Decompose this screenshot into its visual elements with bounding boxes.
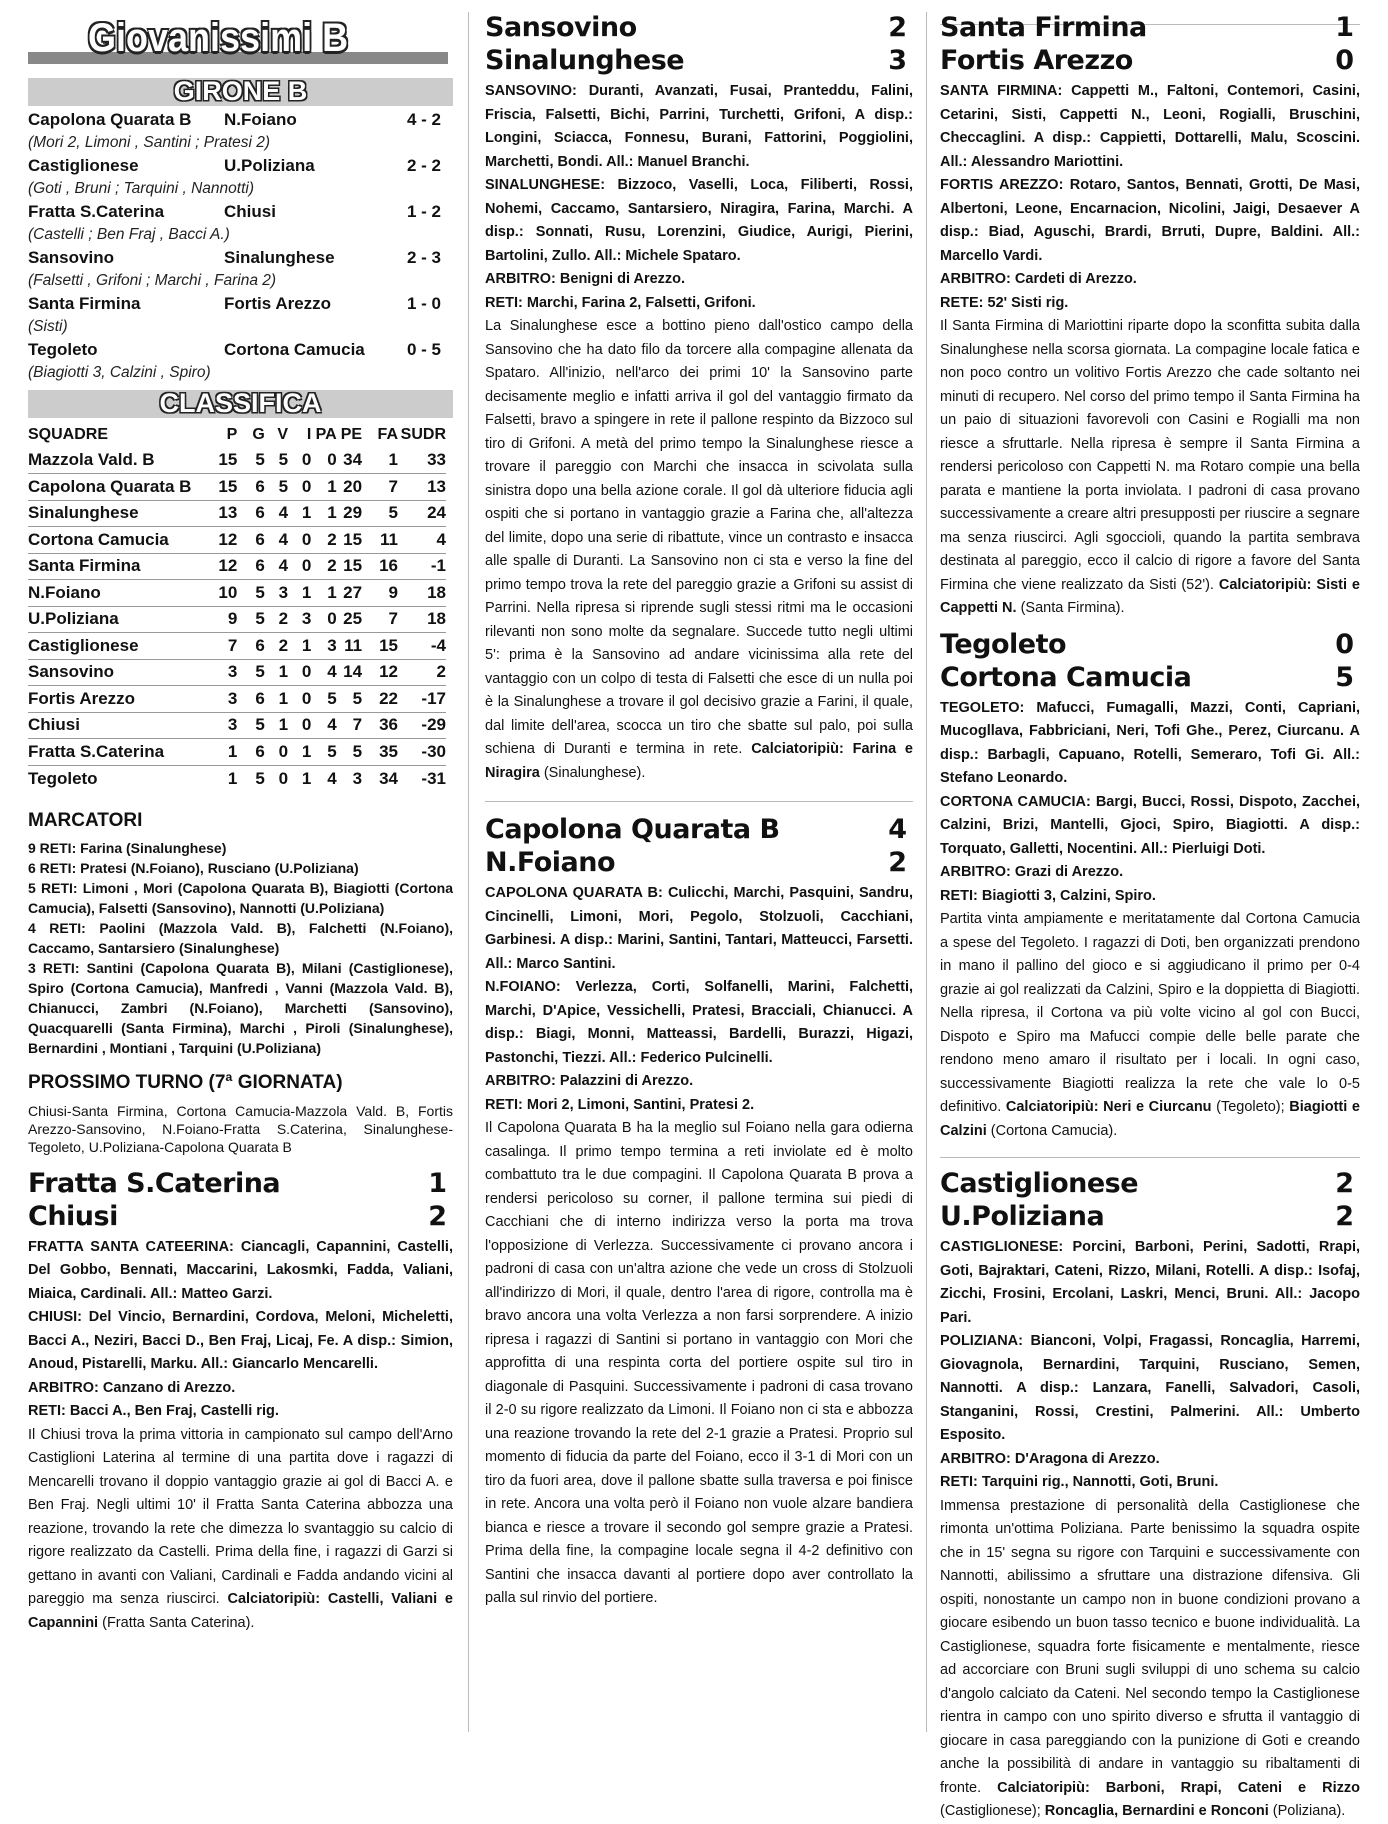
stat-cell: 1 xyxy=(311,500,336,527)
stat-cell: 5 xyxy=(237,606,264,633)
stat-cell: 29 xyxy=(337,500,362,527)
home-team: Fratta S.Caterina xyxy=(28,1167,281,1199)
marcatori-line: 9 RETI: Farina (Sinalunghese) xyxy=(28,839,227,856)
stat-cell: 13 xyxy=(208,500,238,527)
goals: RETE: 52' Sisti rig. xyxy=(940,294,1069,311)
stat-cell: 5 xyxy=(265,474,288,501)
team-name: N.Foiano xyxy=(28,580,208,607)
result-row xyxy=(28,338,453,361)
stat-cell: 1 xyxy=(311,474,336,501)
standings-row xyxy=(28,686,446,713)
report-text: Immensa prestazione di personalità della Castiglionese che rimonta un'ottima Poliziana. Parte benissimo la squadra ospite che in 15' segna su rigore con Tarquini e successivamente con Nannotti, abilissimo a sfruttare una distrazione difensiva. Gli ospiti, nonostante un campo non in buone condizioni provano a giocare esibendo un buon tasso tecnico e buone individualità. La Castiglionese, squadra forte fisicamente e mentalmente, riesce ad accorciare con Bruni sugli sviluppi di uno schema su calcio d'angolo calciato da Cateni. Nel secondo tempo la Castiglionese rientra in campo con uno spirito diverso e sfrutta il vantaggio di giocare in casa pareggiando con la punizione di Goti e creando anche la possibilità di andare in vantaggio su ribaltamenti di fronte. xyxy=(940,1497,1360,1796)
stat-cell: 5 xyxy=(255,450,265,469)
match-fratta-chiusi xyxy=(28,1168,453,1636)
stat-cell: 18 xyxy=(398,606,446,633)
stat-cell: 0 xyxy=(288,553,311,580)
best-players-team: (Tegoleto); xyxy=(1216,1099,1285,1115)
stat-cell: -31 xyxy=(398,765,446,792)
prossimo-title: PROSSIMO TURNO (7ª GIORNATA) xyxy=(28,1071,343,1093)
result-row xyxy=(28,154,453,177)
match-header-away xyxy=(940,1201,1360,1234)
stat-cell: 15 xyxy=(362,633,398,660)
stat-cell: 1 xyxy=(288,633,311,660)
match-header-away xyxy=(940,662,1360,695)
stat-cell: 16 xyxy=(362,553,398,580)
stat-cell: 4 xyxy=(311,659,336,686)
results-list xyxy=(28,108,453,384)
stat-cell: 5 xyxy=(237,659,264,686)
match-header-away xyxy=(485,45,913,78)
stat-cell: 3 xyxy=(208,712,238,739)
result-home: Fratta S.Caterina xyxy=(28,202,165,221)
standings-row xyxy=(28,739,446,766)
report-text: Partita vinta ampiamente e meritatamente dal Cortona Camucia a spese del Tegoleto. I ragazzi di Doti, ben organizzati prendono in mano il pallino del gioco e si aggiudicano il primo per 0-4 grazie ai gol realizzati da Calzini, Spiro e la doppietta di Biagiotti. Nella ripresa, il Cortona va più volte vicino al gol con Bucci, Dispoto e Spiro ma Mafucci compie delle belle parate che rendono meno amaro il risultato per i locali. In ogni caso, successivamente Biagiotti realizza la rete che vale lo 0-5 definitivo. xyxy=(940,911,1360,1115)
lineup-home: SANTA FIRMINA: Cappetti M., Faltoni, Contemori, Casini, Cetarini, Sisti, Cappetti N., Leoni, Rogialli, Bruschini, Checcaglini. A disp.: Cappietti, Dottarelli, Malu, Scoscini. All.: Alessandro Mariottini. xyxy=(940,83,1360,170)
stat-cell: 1 xyxy=(265,712,288,739)
match-capolona-foiano xyxy=(485,814,913,1611)
lineup-home: CASTIGLIONESE: Porcini, Barboni, Perini, Sadotti, Rrapi, Goti, Bajraktari, Cateni, Rizzo, Milani, Rotelli. A disp.: Isofaj, Zicchi, Frosini, Ercolani, Laskri, Menci, Bruni. All.: Jacopo Pari. xyxy=(940,1239,1360,1326)
header-dr: DR xyxy=(422,425,446,443)
standings-row xyxy=(28,447,446,474)
stat-cell: 11 xyxy=(362,527,398,554)
match-header xyxy=(28,1168,453,1201)
goals: RETI: Mori 2, Limoni, Santini, Pratesi 2. xyxy=(485,1096,755,1113)
match-header xyxy=(940,1168,1360,1201)
stat-cell: 6 xyxy=(237,553,264,580)
stat-cell: 1 xyxy=(208,765,238,792)
standings-header xyxy=(398,422,446,447)
stat-cell: 14 xyxy=(337,659,362,686)
referee: ARBITRO: Cardeti di Arezzo. xyxy=(940,271,1137,287)
stat-cell: 4 xyxy=(265,527,288,554)
stat-cell: 4 xyxy=(398,527,446,554)
match-report xyxy=(940,908,1360,1143)
match-tegoleto-cortona xyxy=(940,629,1360,1144)
result-scorers: (Biagiotti 3, Calzini , Spiro) xyxy=(28,364,211,381)
report-text: Il Santa Firmina di Mariottini riparte dopo la sconfitta subita dalla Sinalunghese nella scorsa giornata. La compagine locale fatica e non poco contro un volitivo Fortis Arezzo che cade soltanto nei minuti di recupero. Nel corso del primo tempo il Santa Firmina ha un paio di situazioni favorevoli con Casini e Rogialli ma non riesce a sfruttarle. Nella ripresa è sempre il Santa Firmina a rendersi pericoloso con Cappetti N. ma Rotaro compie una bella parata e mantiene la porta inviolata. I padroni di casa provano successivamente a creare altri presupposti per riuscire a segnare ma senza riuscirci. Agli sgoccioli, quando la partita sembrava destinata al pareggio, ecco il calcio di rigore a favore del Santa Firmina che viene realizzato da Sisti (52'). xyxy=(940,318,1360,593)
goals: RETI: Biagiotti 3, Calzini, Spiro. xyxy=(940,887,1156,904)
home-team: Santa Firmina xyxy=(940,12,1147,43)
standings-row xyxy=(28,527,446,554)
result-home: Santa Firmina xyxy=(28,294,141,313)
stat-cell: 6 xyxy=(237,500,264,527)
match-header xyxy=(940,629,1360,662)
standings-header: I xyxy=(306,425,312,443)
marcatori-line: 4 RETI: Paolini (Mazzola Vald. B), Falchetti (N.Foiano), Caccamo, Santarsiero (Sinalunghese) xyxy=(28,919,453,956)
stat-cell: 0 xyxy=(288,527,311,554)
away-goals: 2 xyxy=(888,847,907,878)
stat-cell: 15 xyxy=(337,553,362,580)
home-team: Capolona Quarata B xyxy=(485,814,780,845)
stat-cell: 12 xyxy=(208,553,238,580)
prossimo-text: Chiusi-Santa Firmina, Cortona Camucia-Mazzola Vald. B, Fortis Arezzo-Sansovino, N.Foiano-Fratta S.Caterina, Sinalunghese-Tegoleto, U.Poliziana-Capolona Quarata B xyxy=(28,1102,453,1155)
referee: ARBITRO: D'Aragona di Arezzo. xyxy=(940,1450,1160,1467)
stat-cell: 6 xyxy=(237,633,264,660)
away-goals: 2 xyxy=(428,1200,447,1232)
lineup-home: SANSOVINO: Duranti, Avanzati, Fusai, Pranteddu, Falini, Friscia, Falsetti, Bichi, Parrini, Turchetti, Grifoni, A disp.: Longini, Sciacca, Fonnesu, Burani, Fattorini, Poggiolini, Marchetti, Bondi. All.: Manuel Branchi. xyxy=(485,83,913,170)
result-home: Tegoleto xyxy=(28,340,98,359)
result-away: Fortis Arezzo xyxy=(224,294,332,313)
standings-header: G xyxy=(252,425,265,443)
best-players: Calciatoripiù: Sisti e Cappetti N. xyxy=(940,576,1360,616)
best-players-team-2: (Cortona Camucia). xyxy=(990,1122,1118,1139)
home-team: Tegoleto xyxy=(940,628,1067,660)
stat-cell: 2 xyxy=(265,606,288,633)
stat-cell: 0 xyxy=(288,686,311,713)
stat-cell: 18 xyxy=(398,580,446,607)
team-name: Sinalunghese xyxy=(28,500,208,527)
team-name: Capolona Quarata B xyxy=(28,474,208,501)
standings-row xyxy=(28,606,446,633)
masthead-title: Giovanissimi B xyxy=(88,16,349,60)
column-rule-right xyxy=(926,12,927,1732)
standings-header: SQUADRE xyxy=(28,425,109,443)
stat-cell: 0 xyxy=(301,450,312,469)
stat-cell: -17 xyxy=(398,686,446,713)
team-name: Tegoleto xyxy=(28,765,208,792)
result-score: 4 - 2 xyxy=(406,110,441,129)
stat-cell: 3 xyxy=(265,580,288,607)
team-name: Sansovino xyxy=(28,659,208,686)
stat-cell: 1 xyxy=(288,739,311,766)
away-goals: 3 xyxy=(888,45,907,76)
header-su: SU xyxy=(400,425,423,443)
standings-row xyxy=(28,659,446,686)
stat-cell: 0 xyxy=(288,712,311,739)
stat-cell: 3 xyxy=(288,606,311,633)
stat-cell: 6 xyxy=(237,527,264,554)
lineup-away: SINALUNGHESE: Bizzoco, Vaselli, Loca, Filiberti, Rossi, Nohemi, Caccamo, Santarsiero, Niragira, Farina, Marchi. A disp.: Sonnati, Rusu, Lorenzini, Giudice, Aurigi, Pierini, Bartolini, Zullo. All.: Michele Spataro. xyxy=(485,177,913,264)
stat-cell: 0 xyxy=(288,659,311,686)
lineup-away: CORTONA CAMUCIA: Bargi, Bucci, Rossi, Dispoto, Zacchei, Calzini, Brizi, Mantelli, Gjoci, Spiro, Biagiotti. A disp.: Torquato, Galletti, Nocentini. All.: Pierluigi Doti. xyxy=(940,793,1360,857)
standings-row xyxy=(28,553,446,580)
home-goals: 0 xyxy=(1335,628,1354,660)
stat-cell: 3 xyxy=(337,765,362,792)
best-players-team: (Castiglionese); xyxy=(940,1803,1041,1819)
stat-cell: 0 xyxy=(265,739,288,766)
stat-cell: 4 xyxy=(311,712,336,739)
match-sansovino-sinalunghese xyxy=(485,12,913,785)
best-players-team: (Santa Firmina). xyxy=(1020,600,1125,616)
result-scorers: (Sisti) xyxy=(28,318,68,335)
away-team: U.Poliziana xyxy=(940,1201,1105,1232)
stat-cell: 0 xyxy=(311,606,336,633)
stat-cell: -29 xyxy=(398,712,446,739)
stat-cell: 1 xyxy=(288,580,311,607)
match-header xyxy=(485,814,913,847)
stat-cell: 15 xyxy=(218,450,238,469)
match-report xyxy=(485,315,913,785)
stat-cell: 1 xyxy=(311,580,336,607)
stat-cell: 15 xyxy=(337,527,362,554)
stat-cell: 12 xyxy=(362,659,398,686)
stat-cell: 3 xyxy=(311,633,336,660)
stat-cell: 1 xyxy=(265,659,288,686)
report-text: Il Chiusi trova la prima vittoria in campionato sul campo dell'Arno Castiglioni Laterina al termine di una partita dove i ragazzi di Mencarelli trovano il doppio vantaggio grazie ai gol di Bacci A. e Ben Fraj. Negli ultimi 10' il Fratta Santa Caterina abbozza una reazione, trovando la rete che dimezza lo svantaggio su calcio di rigore realizzato da Castelli. Prima della fine, i ragazzi di Garzi si gettano in avanti con Valiani, Cardinali e Fadda andando vicini al pareggio ma senza riuscirci. xyxy=(28,1426,453,1607)
stat-cell: 5 xyxy=(362,500,398,527)
stat-cell: 0 xyxy=(265,765,288,792)
match-header xyxy=(940,12,1360,45)
marcatori-list xyxy=(28,838,453,1058)
best-players: Calciatoripiù: Castelli, Valiani e Capannini xyxy=(28,1591,453,1631)
marcatori-line: 3 RETI: Santini (Capolona Quarata B), Milani (Castiglionese), Spiro (Cortona Camucia), Manfredi , Vanni (Mazzola Vald. B), Chianucci, Zambri (N.Foiano), Marchetti (Sansovino), Quacquarelli (Santa Firmina), Marchi , Piroli (Sinalunghese), Bernardini , Montiani , Tarquini (U.Poliziana) xyxy=(28,959,453,1056)
team-name: Castiglionese xyxy=(28,633,208,660)
match-report xyxy=(940,1495,1360,1824)
classifica-title: CLASSIFICA xyxy=(159,388,322,418)
stat-cell: -1 xyxy=(398,553,446,580)
home-goals: 1 xyxy=(1335,12,1354,43)
standings-header: PA xyxy=(315,425,337,443)
result-away: N.Foiano xyxy=(224,110,297,129)
stat-cell: 3 xyxy=(208,659,238,686)
team-name: Mazzola Vald. B xyxy=(28,450,155,469)
result-scorers: (Castelli ; Ben Fraj , Bacci A.) xyxy=(28,226,230,243)
home-goals: 2 xyxy=(1335,1168,1354,1199)
lineup-home: FRATTA SANTA CATEERINA: Ciancagli, Capannini, Castelli, Del Gobbo, Bennati, Maccarini, Lakosmki, Fadda, Valiani, Miaica, Cardinali. All.: Matteo Garzi. xyxy=(28,1238,453,1302)
standings-row xyxy=(28,633,446,660)
stat-cell: 6 xyxy=(237,474,264,501)
stat-cell: 1 xyxy=(208,739,238,766)
result-scorers: (Falsetti , Grifoni ; Marchi , Farina 2) xyxy=(28,272,277,289)
away-team: Chiusi xyxy=(28,1200,118,1232)
result-scorers: (Goti , Bruni ; Tarquini , Nannotti) xyxy=(28,180,254,197)
stat-cell: 20 xyxy=(337,474,362,501)
marcatori-title: MARCATORI xyxy=(28,809,143,831)
stat-cell: 4 xyxy=(265,500,288,527)
stat-cell: 36 xyxy=(362,712,398,739)
best-players-team: (Sinalunghese). xyxy=(543,764,646,781)
stat-cell: 0 xyxy=(327,450,337,469)
stat-cell: 35 xyxy=(362,739,398,766)
result-away: Chiusi xyxy=(224,202,276,221)
match-header-away xyxy=(485,847,913,880)
match-header-away xyxy=(940,45,1360,78)
stat-cell: 5 xyxy=(337,739,362,766)
away-team: Cortona Camucia xyxy=(940,661,1192,693)
stat-cell: -4 xyxy=(398,633,446,660)
stat-cell: 22 xyxy=(362,686,398,713)
best-players-team: (Fratta Santa Caterina). xyxy=(102,1614,255,1631)
result-away: Cortona Camucia xyxy=(224,340,365,359)
away-goals: 2 xyxy=(1335,1201,1354,1232)
column-middle xyxy=(485,12,913,1611)
standings-table xyxy=(28,422,446,792)
team-name: U.Poliziana xyxy=(28,606,208,633)
result-row xyxy=(28,108,453,131)
match-santafirmina-fortis xyxy=(940,12,1360,621)
result-away: Sinalunghese xyxy=(224,248,335,267)
stat-cell: 33 xyxy=(427,450,446,469)
stat-cell: 6 xyxy=(237,686,264,713)
standings-header: P xyxy=(226,425,238,443)
column-right xyxy=(940,12,1360,1824)
stat-cell: 34 xyxy=(362,765,398,792)
standings-row xyxy=(28,500,446,527)
lineup-away: FORTIS AREZZO: Rotaro, Santos, Bennati, Grotti, De Masi, Albertoni, Leone, Encarnacion, Nicolini, Jaigi, Desaever A disp.: Biad, Aguschi, Brardi, Brruti, Dupre, Baldini. All.: Marcello Vardi. xyxy=(940,177,1360,264)
result-scorers: (Mori 2, Limoni , Santini ; Pratesi 2) xyxy=(28,134,271,151)
result-score: 2 - 3 xyxy=(406,248,441,267)
stat-cell: 25 xyxy=(337,606,362,633)
stat-cell: 9 xyxy=(362,580,398,607)
report-text: La Sinalunghese esce a bottino pieno dall'ostico campo della Sansovino che ha dato filo da torcere alla compagine allenata da Spataro. All'inizio, nell'arco dei primi 10' la Sansovino parte decisamente meglio e infatti arriva il gol del vantaggio firmato da Falsetti, bravo a spingere in rete il pallone respinto da Bizzoco sul tiro di Grifoni. A metà del primo tempo la Sinalunghese riesce a trovare il pareggio con Marchi che insacca in scivolata sulla sinistra dopo una bella azione corale. Il gol dà ulteriore fiducia agli ospiti che si portano in vantaggio grazie a Farina che, all'altezza del limite, dopo una serie di ribattute, vince un contrasto e insacca alle spalle di Duranti. La Sansovino non ci sta e verso la fine del primo tempo trova la rete del pareggio grazie a Grifoni su assist di Parrini. Nella ripresa si riprende sugli stessi ritmi ma le occasioni rilevanti non sono molte da segnalare. Succede tutto negli ultimi 5': prima è la Sansovino ad andare vicinissima alla rete del vantaggio con un colpo di testa di Falsetti che esce di un nulla poi è la Sinalunghese a trovare il gol decisivo grazie a Farini, il quale, dal limite dell'area, scocca un tiro che sbatte sul palo, poi sulla schiena di Duranti e termina in rete. xyxy=(485,318,913,757)
standings-header: V xyxy=(277,425,289,443)
best-players-2: Biagiotti e Calzini xyxy=(940,1099,1360,1139)
home-goals: 1 xyxy=(428,1167,447,1199)
team-name: Chiusi xyxy=(28,712,208,739)
result-score: 0 - 5 xyxy=(406,340,441,359)
match-header-away xyxy=(28,1201,453,1234)
away-team: Sinalunghese xyxy=(485,45,685,76)
stat-cell: 24 xyxy=(398,500,446,527)
home-team: Castiglionese xyxy=(940,1168,1139,1199)
column-rule-left xyxy=(468,12,469,1732)
match-report: Il Capolona Quarata B ha la meglio sul Foiano nella gara odierna casalinga. Il primo tempo termina a reti inviolate ed è molto combattuto tra le due compagini. Il Capolona Quarata B prova a rendersi pericoloso su corner, il pallone termina sui piedi di Cacchiani che di interno indirizza verso la porta ma trova l'opposizione di Verlezza. Successivamente ci provano ancora i padroni di casa con un'altra azione che vede un cross di Stolzuoli all'indirizzo di Mori, il quale, dentro l'area di rigore, controlla ma è bravo ancora una volta Verlezza a non farsi sorprendere. A inizio ripresa i ragazzi di Santini si portano in vantaggio con Mori che approfitta di una respinta corta del portiere ospite sul tiro in diagonale di Pasquini. Successivamente i padroni di casa trovano il 2-0 su rigore realizzato da Limoni. Il Foiano non ci sta e abbozza una reazione trovando la rete del 2-1 grazie a Pratesi. Proprio sul momento di fiducia da parte del Foiano, ecco il 3-1 di Mori con un tiro da fuori area, dove il pallone sbatte sulla traversa e poi finisce in rete. Ancora una volta però il Foiano non vuole alzare bandiera bianca e riesce a trovare il secondo gol sempre grazie a Pratesi. Prima della fine, la compagine locale segna il 4-2 definitivo con Santini che insacca davanti al portiere dopo aver controllato la palla sul rinvio del portiere. xyxy=(485,1120,913,1606)
stat-cell: 5 xyxy=(278,450,289,469)
result-away: U.Poliziana xyxy=(224,156,315,175)
stat-cell: 5 xyxy=(337,686,362,713)
away-goals: 0 xyxy=(1335,45,1354,76)
match-report xyxy=(28,1424,453,1636)
stat-cell: 2 xyxy=(265,633,288,660)
away-goals: 5 xyxy=(1335,661,1354,693)
goals: RETI: Marchi, Farina 2, Falsetti, Grifoni. xyxy=(485,294,756,311)
stat-cell: 2 xyxy=(311,527,336,554)
stat-cell: 5 xyxy=(237,765,264,792)
stat-cell: 7 xyxy=(337,712,362,739)
result-home: Capolona Quarata B xyxy=(28,110,192,129)
home-team: Sansovino xyxy=(485,12,637,43)
match-header xyxy=(485,12,913,45)
team-name: Fortis Arezzo xyxy=(28,686,208,713)
stat-cell: 5 xyxy=(237,580,264,607)
separator xyxy=(940,1157,1360,1158)
referee: ARBITRO: Palazzini di Arezzo. xyxy=(485,1073,694,1089)
lineup-away: CHIUSI: Del Vincio, Bernardini, Cordova, Meloni, Micheletti, Bacci A., Neziri, Bacci D., Ben Fraj, Licaj, Fe. A disp.: Simion, Anoud, Pistarelli, Marku. All.: Giancarlo Mencarelli. xyxy=(28,1309,453,1372)
masthead xyxy=(28,12,453,70)
result-home: Castiglionese xyxy=(28,156,139,175)
referee: ARBITRO: Grazi di Arezzo. xyxy=(940,864,1124,880)
stat-cell: 1 xyxy=(288,500,311,527)
stat-cell: 4 xyxy=(311,765,336,792)
referee: ARBITRO: Benigni di Arezzo. xyxy=(485,271,686,287)
stat-cell: 5 xyxy=(311,739,336,766)
stat-cell: 1 xyxy=(288,765,311,792)
column-standings xyxy=(28,12,453,1635)
result-row xyxy=(28,246,453,269)
match-castiglionese-poliziana xyxy=(940,1168,1360,1824)
best-players: Calciatoripiù: Barboni, Rrapi, Cateni e Rizzo xyxy=(997,1779,1360,1796)
best-players-team-2: (Poliziana). xyxy=(1272,1803,1346,1819)
stat-cell: 7 xyxy=(362,474,398,501)
stat-cell: 1 xyxy=(265,686,288,713)
stat-cell: 27 xyxy=(337,580,362,607)
stat-cell: 5 xyxy=(311,686,336,713)
away-team: Fortis Arezzo xyxy=(940,45,1133,76)
lineup-home: CAPOLONA QUARATA B: Culicchi, Marchi, Pasquini, Sandru, Cincinelli, Limoni, Mori, Pegolo, Stolzuoli, Cacchiani, Garbinesi. A disp.: Marini, Santini, Tantari, Matteucci, Farsetti. All.: Marco Santini. xyxy=(485,885,913,972)
team-name: Fratta S.Caterina xyxy=(28,739,208,766)
stat-cell: 1 xyxy=(388,450,398,469)
standings-row xyxy=(28,580,446,607)
separator xyxy=(485,801,913,802)
marcatori-line: 6 RETI: Pratesi (N.Foiano), Rusciano (U.Poliziana) xyxy=(28,859,359,876)
girone-header xyxy=(28,78,453,106)
match-report xyxy=(940,315,1360,621)
stat-cell: 3 xyxy=(208,686,238,713)
stat-cell: 10 xyxy=(208,580,238,607)
standings-row xyxy=(28,765,446,792)
classifica-header xyxy=(28,390,453,418)
stat-cell: 2 xyxy=(311,553,336,580)
goals: RETI: Tarquini rig., Nannotti, Goti, Bruni. xyxy=(940,1474,1219,1490)
standings-header: PE xyxy=(340,425,363,443)
lineup-away: N.FOIANO: Verlezza, Corti, Solfanelli, Marini, Falchetti, Marchi, D'Apice, Vessichelli, Pratesi, Bracciali, Chianucci. A disp.: Biagi, Monni, Matteassi, Bardelli, Burazzi, Higazi, Pastonchi, Tiezzi. All.: Federico Pulcinelli. xyxy=(485,979,913,1066)
home-goals: 2 xyxy=(888,12,907,43)
best-players-2: Roncaglia, Bernardini e Ronconi xyxy=(1044,1803,1269,1819)
girone-title: GIRONE B xyxy=(173,76,308,106)
home-goals: 4 xyxy=(888,814,907,845)
result-score: 1 - 2 xyxy=(406,202,441,221)
standings-row xyxy=(28,712,446,739)
referee: ARBITRO: Canzano di Arezzo. xyxy=(28,1379,236,1396)
result-score: 2 - 2 xyxy=(406,156,441,175)
best-players: Calciatoripiù: Neri e Ciurcanu xyxy=(1005,1099,1212,1115)
result-score: 1 - 0 xyxy=(406,294,441,313)
best-players: Calciatoripiù: Farina e Niragira xyxy=(485,741,913,781)
result-row xyxy=(28,200,453,223)
team-name: Cortona Camucia xyxy=(28,527,208,554)
stat-cell: 5 xyxy=(237,712,264,739)
stat-cell: 34 xyxy=(343,450,363,469)
stat-cell: -30 xyxy=(398,739,446,766)
lineup-home: TEGOLETO: Mafucci, Fumagalli, Mazzi, Conti, Capriani, Mucogllava, Fabbriciani, Neri, Tofi Ghe., Perez, Ciurcanu. A disp.: Barbagli, Capuano, Rotelli, Semeraro, Tofi Gi. All.: Stefano Leonardo. xyxy=(940,699,1360,786)
stat-cell: 12 xyxy=(208,527,238,554)
away-team: N.Foiano xyxy=(485,847,615,878)
marcatori-line: 5 RETI: Limoni , Mori (Capolona Quarata B), Biagiotti (Cortona Camucia), Falsetti (Sansovino), Nannotti (U.Poliziana) xyxy=(28,879,453,916)
stat-cell: 9 xyxy=(208,606,238,633)
lineup-away: POLIZIANA: Bianconi, Volpi, Fragassi, Roncaglia, Harremi, Giovagnola, Bernardini, Tarquini, Rusciano, Semen, Nannotti. A disp.: Lanzara, Fanelli, Salvadori, Casoli, Stanganini, Rossi, Crestini, Palmerini. All.: Umberto Esposito. xyxy=(940,1333,1360,1443)
stat-cell: 15 xyxy=(208,474,238,501)
goals: RETI: Bacci A., Ben Fraj, Castelli rig. xyxy=(28,1403,279,1419)
stat-cell: 2 xyxy=(398,659,446,686)
team-name: Santa Firmina xyxy=(28,553,208,580)
stat-cell: 11 xyxy=(337,633,362,660)
stat-cell: 7 xyxy=(208,633,238,660)
stat-cell: 0 xyxy=(288,474,311,501)
standings-header: FA xyxy=(377,425,398,443)
standings-row xyxy=(28,474,446,501)
stat-cell: 13 xyxy=(398,474,446,501)
stat-cell: 6 xyxy=(237,739,264,766)
stat-cell: 4 xyxy=(265,553,288,580)
stat-cell: 7 xyxy=(362,606,398,633)
result-row xyxy=(28,292,453,315)
result-home: Sansovino xyxy=(28,248,114,267)
